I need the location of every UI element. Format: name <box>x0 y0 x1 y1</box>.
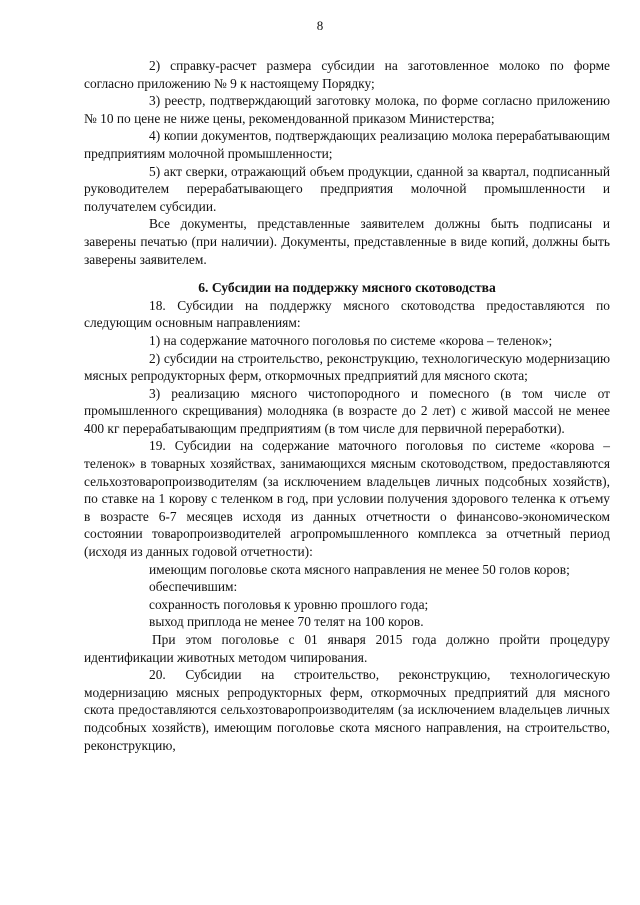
document-body <box>84 57 610 754</box>
paragraph-19-condition-ensured: обеспечившим: <box>149 579 238 595</box>
section-heading: 6. Субсидии на поддержку мясного скотоводства <box>198 280 496 296</box>
paragraph-18-item-3: 3) реализацию мясного чистопородного и помесного (в том числе от промышленного скрещивания) молодняка (в возрасте до 2 лет) с живой массой не менее 400 кг перерабатывающим предприятиям (в том числе для первичной переработки). <box>84 385 610 436</box>
paragraph-19: 19. Субсидии на содержание маточного поголовья по системе «корова – теленок» в товарных хозяйствах, занимающихся мясным скотоводством, предоставляются сельхозтоваропроизводителям (за исключением владельцев личных подсобных хозяйств), по ставке на 1 корову с теленком в год, при условии получения здорового теленка к отъему в возрасте 6-7 месяцев исходя из данных отчетности о финансово-экономическом состоянии товаропроизводителей агропромышленного комплекса за отчетный период (исходя из данных годовой отчетности): <box>84 438 610 560</box>
paragraph-19-condition-herd: имеющим поголовье скота мясного направления не менее 50 голов коров; <box>149 561 570 577</box>
paragraph-18: 18. Субсидии на поддержку мясного скотоводства предоставляются по следующим основным направлениям: <box>84 297 610 331</box>
paragraph-19-chipping: При этом поголовье с 01 января 2015 года должно пройти процедуру идентификации животных методом чипирования. <box>84 632 610 665</box>
paragraph-item-4: 4) копии документов, подтверждающих реализацию молока перерабатывающим предприятиям молочной промышленности; <box>84 128 610 161</box>
paragraph-item-3: 3) реестр, подтверждающий заготовку молока, по форме согласно приложению № 10 по цене не ниже цены, рекомендованной приказом Министерства; <box>84 93 610 126</box>
paragraph-20: 20. Субсидии на строительство, реконструкцию, технологическую модернизацию мясных репродукторных ферм, откормочных предприятий для мясного скота предоставляются сельхозтоваропроизводителям (за исключением владельцев личных подсобных хозяйств), имеющим поголовье скота мясного направления, на строительство, реконструкцию, <box>84 667 610 753</box>
paragraph-item-2: 2) справку-расчет размера субсидии на заготовленное молоко по форме согласно приложению № 9 к настоящему Порядку; <box>84 58 610 91</box>
paragraph-18-item-2: 2) субсидии на строительство, реконструкцию, технологическую модернизацию мясных репродукторных ферм, откормочных предприятий для мясного скота; <box>84 350 610 384</box>
paragraph-19-condition-retention: сохранность поголовья к уровню прошлого года; <box>149 596 429 612</box>
paragraph-19-condition-calving: выход приплода не менее 70 телят на 100 коров. <box>149 614 424 630</box>
paragraph-signature-requirement: Все документы, представленные заявителем должны быть подписаны и заверены печатью (при наличии). Документы, представленные в виде копий, должны быть заверены заявителем. <box>84 216 610 267</box>
paragraph-item-5: 5) акт сверки, отражающий объем продукции, сданной за квартал, подписанный руководителем перерабатывающего предприятия молочной промышленности и получателем субсидии. <box>84 163 610 214</box>
paragraph-18-item-1: 1) на содержание маточного поголовья по системе «корова – теленок»; <box>149 332 553 348</box>
page-number: 8 <box>316 18 324 33</box>
